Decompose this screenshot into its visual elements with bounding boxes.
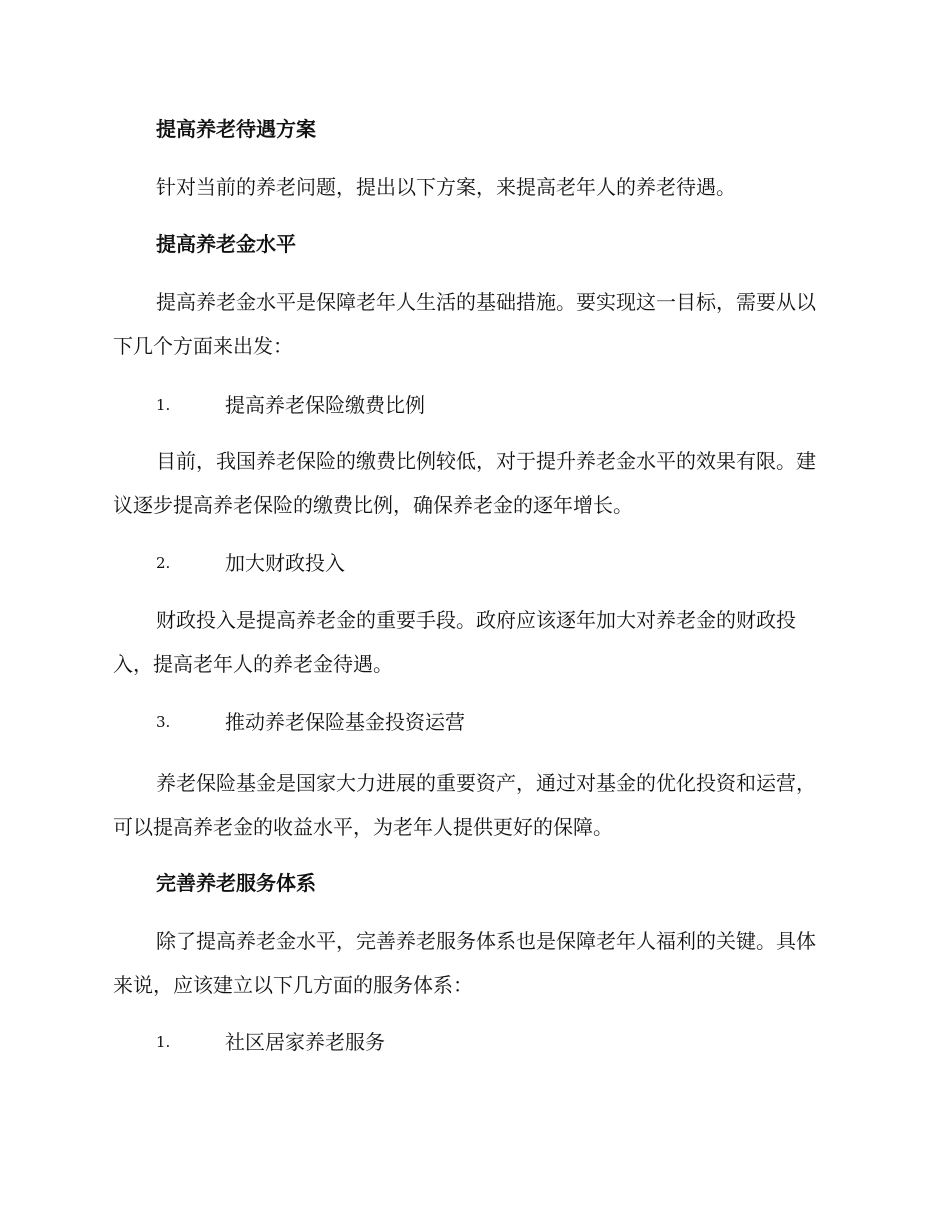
item-3-paragraph: 养老保险基金是国家大力进展的重要资产，通过对基金的优化投资和运营，可以提高养老金的收益水平，为老年人提供更好的保障。 — [113, 771, 816, 839]
document-title: 提高养老待遇方案 — [156, 117, 316, 141]
list-item-number: 1. — [156, 1033, 171, 1051]
section-1-heading: 提高养老金水平 — [156, 232, 296, 256]
list-item-label: 加大财政投入 — [225, 551, 345, 575]
section-1-paragraph: 提高养老金水平是保障老年人生活的基础措施。要实现这一目标，需要从以下几个方面来出发： — [113, 290, 816, 358]
section-2-heading: 完善养老服务体系 — [156, 871, 316, 895]
list-item-number: 3. — [156, 713, 171, 731]
list-item-label: 推动养老保险基金投资运营 — [225, 710, 465, 734]
item-1-paragraph: 目前，我国养老保险的缴费比例较低，对于提升养老金水平的效果有限。建议逐步提高养老保险的缴费比例，确保养老金的逐年增长。 — [113, 449, 816, 517]
list-item-label: 社区居家养老服务 — [225, 1030, 385, 1054]
intro-paragraph: 针对当前的养老问题，提出以下方案，来提高老年人的养老待遇。 — [156, 175, 736, 199]
list-item-number: 2. — [156, 554, 171, 572]
list-item-label: 提高养老保险缴费比例 — [225, 393, 425, 417]
section-2-paragraph: 除了提高养老金水平，完善养老服务体系也是保障老年人福利的关键。具体来说，应该建立以下几方面的服务体系： — [113, 929, 816, 997]
list-item-number: 1. — [156, 396, 171, 414]
item-2-paragraph: 财政投入是提高养老金的重要手段。政府应该逐年加大对养老金的财政投入，提高老年人的养老金待遇。 — [113, 608, 796, 676]
